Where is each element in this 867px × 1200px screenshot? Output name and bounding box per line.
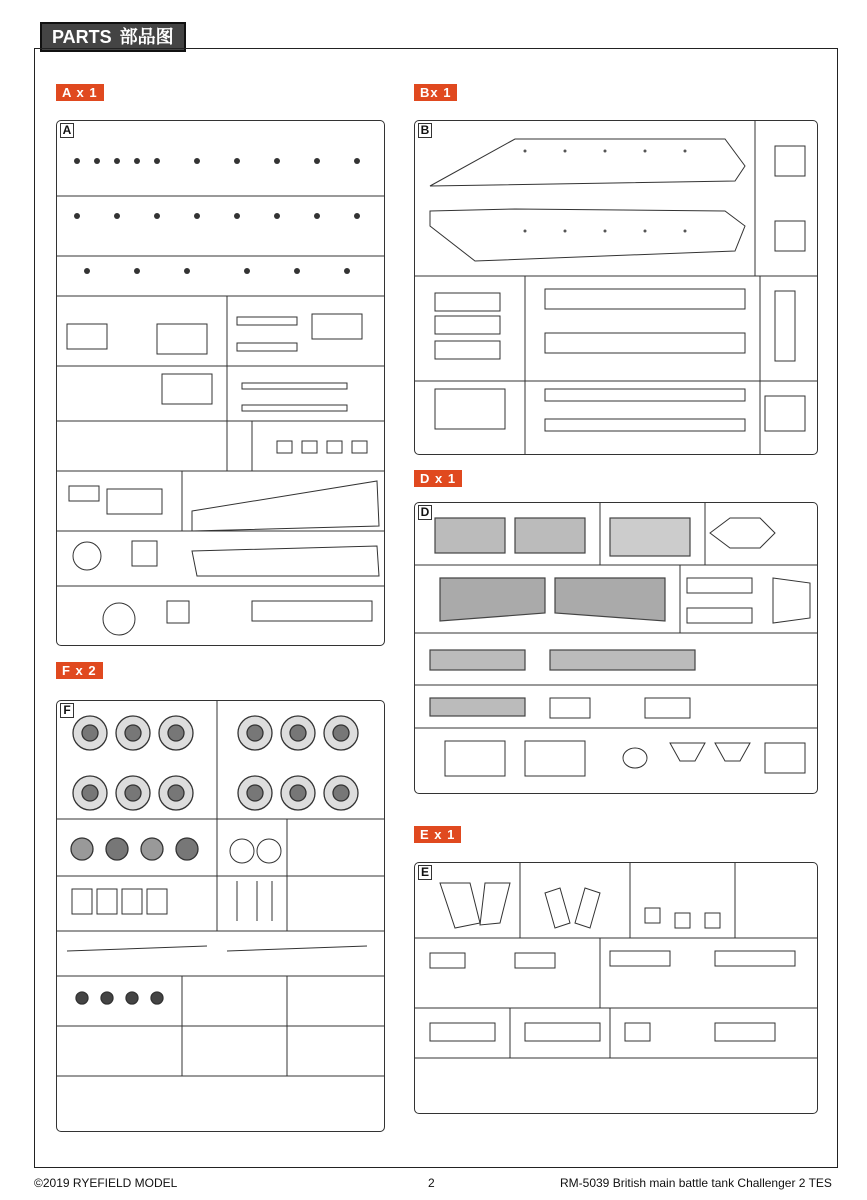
sprue-e-letter: E [418, 865, 432, 880]
sprue-f-drawing [57, 701, 384, 1131]
sprue-b [414, 120, 818, 455]
sprue-a-drawing [57, 121, 384, 645]
sprue-a-letter: A [60, 123, 74, 138]
sprue-f-qty: F x 2 [56, 662, 103, 679]
footer-copyright: ©2019 RYEFIELD MODEL [34, 1176, 178, 1190]
sprue-f [56, 700, 385, 1132]
page-title-en: PARTS [52, 27, 112, 47]
sprue-e [414, 862, 818, 1114]
sprue-b-qty: Bx 1 [414, 84, 457, 101]
page-title-cn: 部品图 [119, 27, 174, 47]
sprue-a [56, 120, 385, 646]
sprue-d-letter: D [418, 505, 432, 520]
sprue-b-letter: B [418, 123, 432, 138]
sprue-f-letter: F [60, 703, 74, 718]
footer-product: RM-5039 British main battle tank Challenger 2 TES [560, 1176, 832, 1190]
sprue-d [414, 502, 818, 794]
sprue-d-drawing [415, 503, 817, 793]
sprue-e-drawing [415, 863, 817, 1113]
sprue-a-qty: A x 1 [56, 84, 104, 101]
sprue-d-qty: D x 1 [414, 470, 462, 487]
sprue-b-drawing [415, 121, 817, 454]
footer-page-number: 2 [428, 1176, 435, 1190]
sprue-e-qty: E x 1 [414, 826, 461, 843]
